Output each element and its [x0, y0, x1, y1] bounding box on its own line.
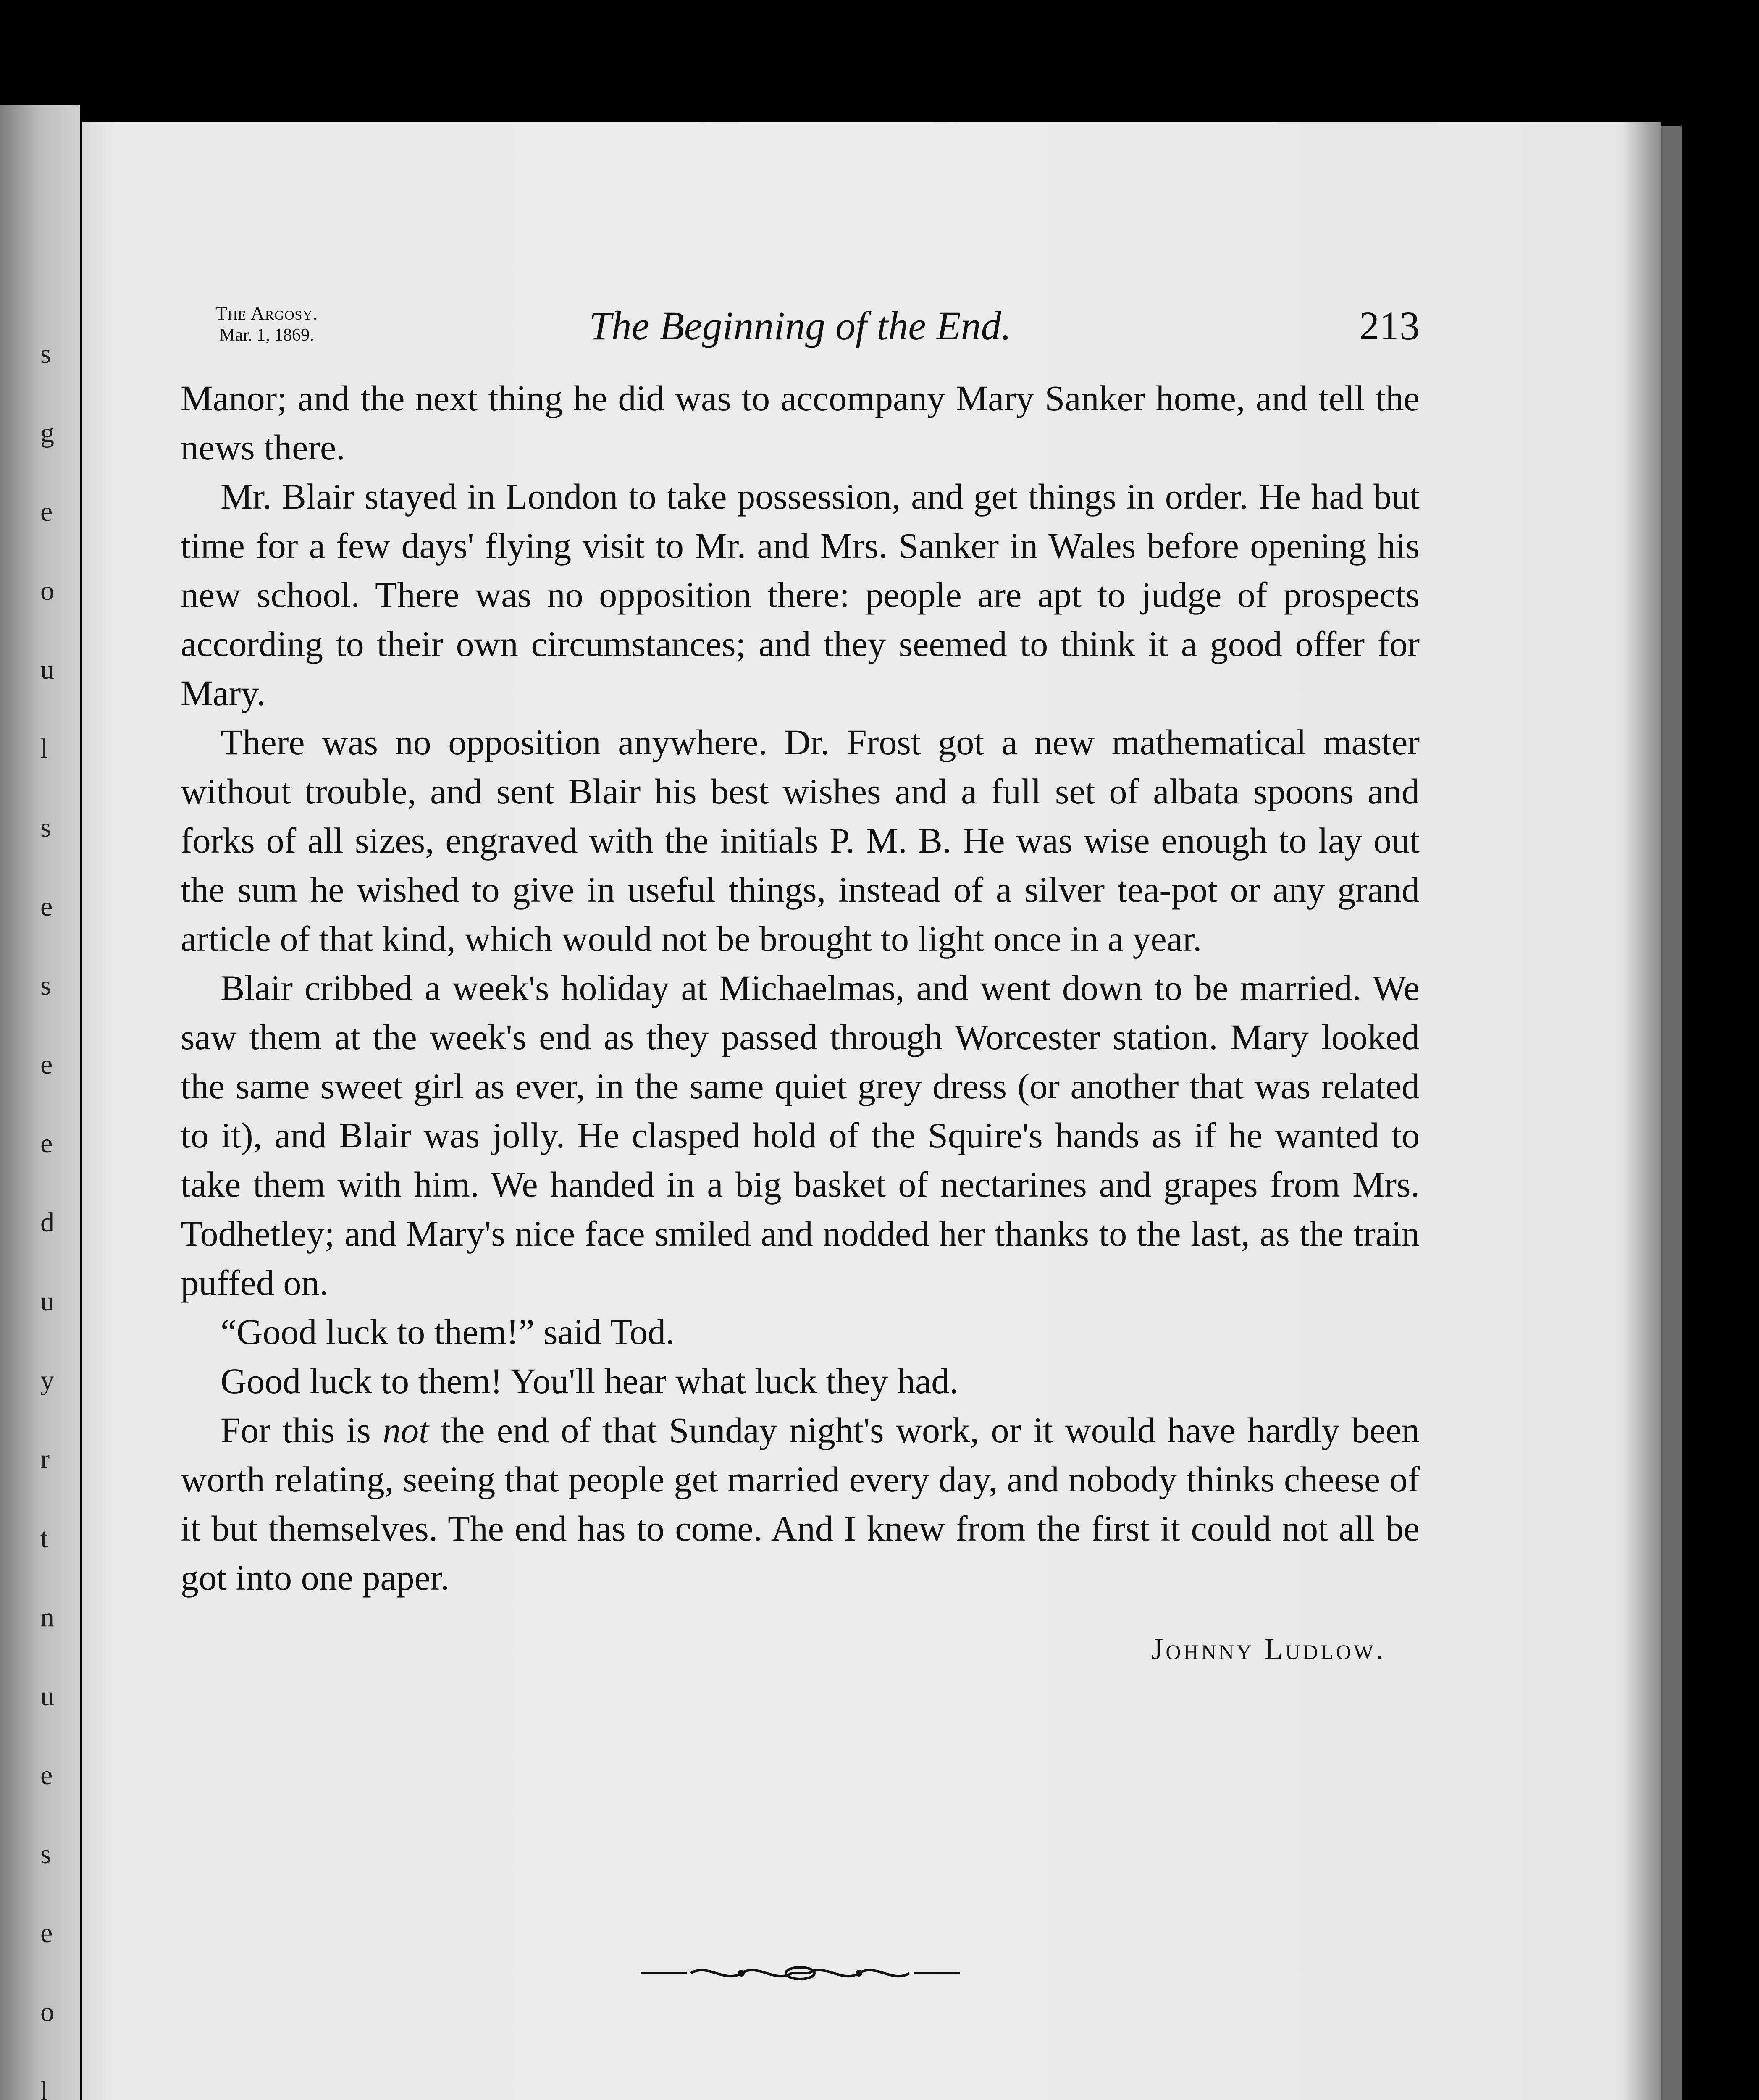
- emphasis-text: not: [383, 1410, 429, 1450]
- previous-page-edge: [0, 105, 80, 2100]
- page-stack-edge: [1661, 126, 1682, 2100]
- previous-page-fragment: e: [40, 496, 53, 527]
- previous-page-fragment: u: [40, 1681, 54, 1712]
- previous-page-fragment: u: [40, 654, 54, 685]
- previous-page-text-fragments: [0, 105, 80, 2100]
- previous-page-fragment: e: [40, 1049, 53, 1080]
- paragraph-text: For this is: [221, 1410, 383, 1450]
- author-signature: Johnny Ludlow.: [1151, 1632, 1386, 1666]
- previous-page-fragment: e: [40, 891, 53, 922]
- previous-page-fragment: e: [40, 1128, 53, 1159]
- page-number: 213: [1359, 303, 1420, 348]
- previous-page-fragment: g: [40, 417, 54, 448]
- previous-page-fragment: d: [40, 1207, 54, 1238]
- page-content: [181, 302, 1420, 1986]
- page-gutter-shadow: [1623, 122, 1661, 2100]
- previous-page-fragment: y: [40, 1365, 54, 1396]
- paragraph: Good luck to them! You'll hear what luck they had.: [221, 1361, 958, 1401]
- previous-page-fragment: s: [40, 339, 51, 369]
- running-header: [181, 302, 1420, 374]
- previous-page-fragment: n: [40, 1602, 54, 1633]
- previous-page-fragment: o: [40, 1997, 54, 2027]
- previous-page-fragment: u: [40, 1286, 54, 1317]
- paragraph: Mr. Blair stayed in London to take possession, and get things in order. He had but time for a few days' flying visit to Mr. and Mrs. Sanker in Wales before opening his new school. There was no opposition there: people are apt to judge of prospects according to their own circumstances; and they seemed to think it a good offer for Mary.: [181, 476, 1420, 713]
- previous-page-fragment: e: [40, 1760, 53, 1790]
- journal-date: Mar. 1, 1869.: [219, 326, 314, 345]
- previous-page-fragment: e: [40, 1918, 53, 1948]
- paragraph-text: the end of that Sunday night's work, or it would have hardly been worth relating, seeing that people get married every day, and nobody thinks cheese of it but themselves. The end has to come. And I knew from the first it could not all be got into one paper.: [181, 1410, 1420, 1598]
- article-body: [181, 374, 1420, 1602]
- previous-page-fragment: r: [40, 1444, 50, 1475]
- previous-page-fragment: t: [40, 1523, 48, 1554]
- paragraph: “Good luck to them!” said Tod.: [221, 1312, 675, 1352]
- paragraph: There was no opposition anywhere. Dr. Frost got a new mathematical master without trouble, and sent Blair his best wishes and a full set of albata spoons and forks of all sizes, engraved with the initials P. M. B. He was wise enough to lay out the sum he wished to give in useful things, instead of a silver tea-pot or any grand article of that kind, which would not be brought to light once in a year.: [181, 722, 1420, 959]
- previous-page-fragment: s: [40, 970, 51, 1001]
- scroll-ornament-icon: [636, 1961, 964, 1986]
- previous-page-fragment: o: [40, 575, 54, 606]
- paragraph: Blair cribbed a week's holiday at Michaelmas, and went down to be married. We saw them at the week's end as they passed through Worcester station. Mary looked the same sweet girl as ever, in the same quiet grey dress (or another that was related to it), and Blair was jolly. He clasped hold of the Squire's hands as if he wanted to take them with him. We handed in a big basket of nectarines and grapes from Mrs. Todhetley; and Mary's nice face smiled and nodded her thanks to the last, as the train puffed on.: [181, 968, 1420, 1303]
- previous-page-fragment: l: [40, 733, 48, 764]
- running-title: The Beginning of the End.: [589, 303, 1011, 348]
- previous-page-fragment: s: [40, 1839, 51, 1869]
- previous-page-fragment: s: [40, 812, 51, 843]
- previous-page-fragment: l: [40, 2076, 48, 2100]
- paragraph: [181, 1406, 1420, 1602]
- journal-name: The Argosy.: [215, 302, 318, 324]
- paragraph: Manor; and the next thing he did was to accompany Mary Sanker home, and tell the news there.: [181, 378, 1420, 467]
